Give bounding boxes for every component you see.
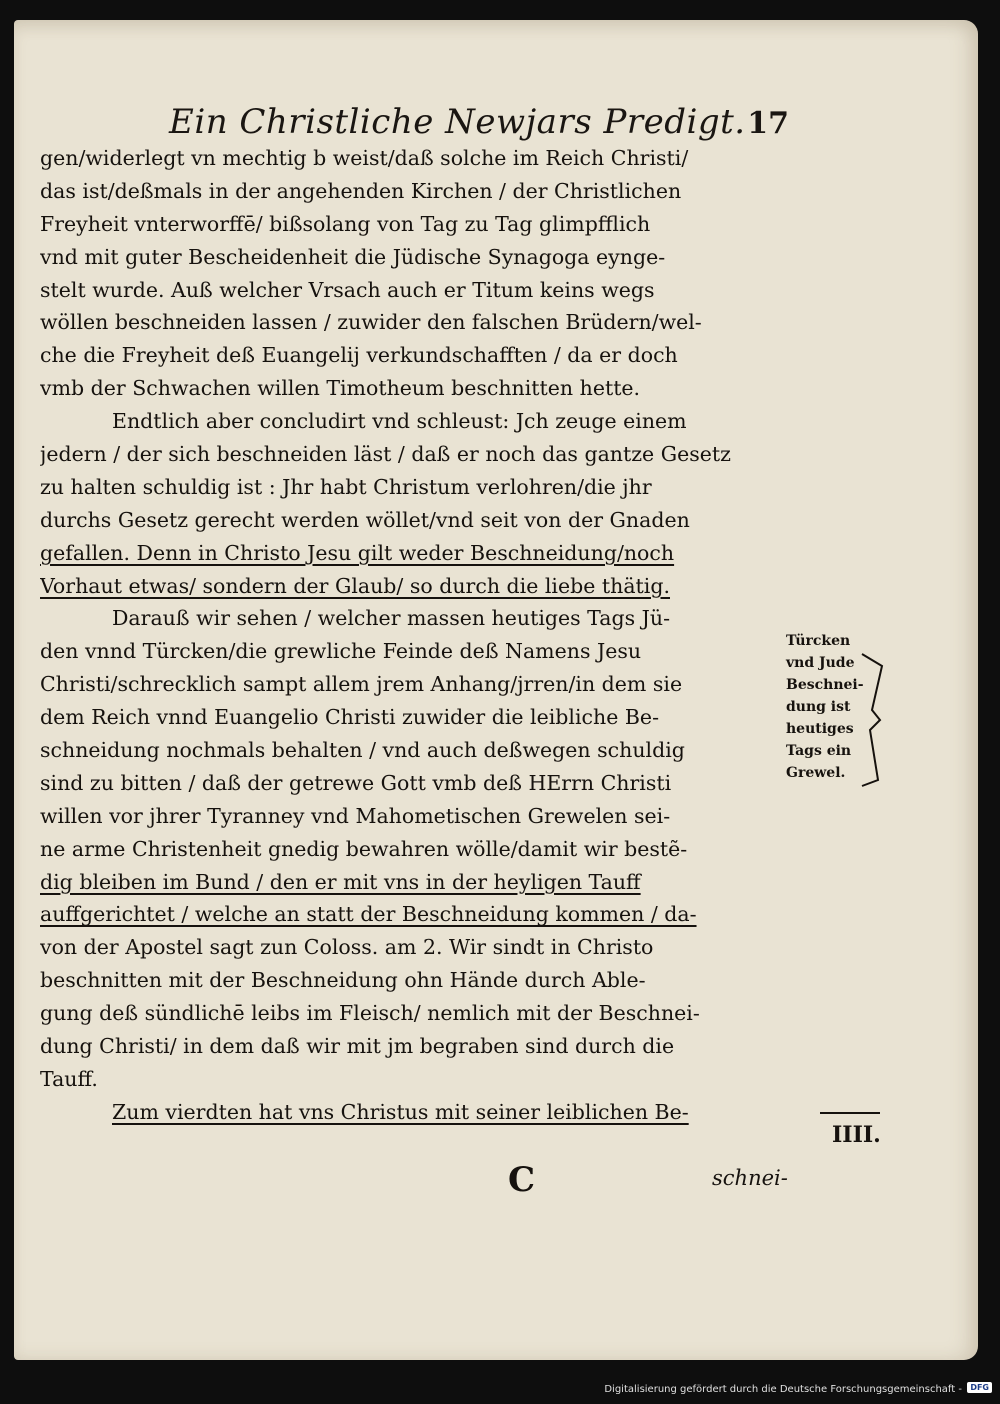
text-line: beschnitten mit der Beschneidung ohn Hände durch Able-	[40, 968, 646, 993]
handwritten-brace	[858, 650, 886, 790]
text-line: willen vor jhrer Tyranney vnd Mahometischen Grewelen sei-	[40, 803, 671, 828]
text-line: Christi/schrecklich sampt allem jrem Anhang/jrren/in dem sie	[40, 672, 683, 697]
text-line: gung deß sündlichē leibs im Fleisch/ nemlich mit der Beschnei-	[40, 1001, 700, 1026]
text-line: stelt wurde. Auß welcher Vrsach auch er Titum keins wegs	[40, 277, 655, 302]
text-line-underlined: dig bleiben im Bund / den er mit vns in der heyligen Tauff	[40, 869, 641, 894]
text-line: sind zu bitten / daß der getrewe Gott vmb deß HErrn Christi	[40, 770, 672, 795]
text-line: Freyheit vnterworffē/ bißsolang von Tag zu Tag glimpfflich	[40, 211, 651, 236]
margin-note-line: Grewel.	[786, 765, 846, 781]
text-line: dung Christi/ in dem daß wir mit jm begraben sind durch die	[40, 1034, 675, 1059]
text-line: che die Freyheit deß Euangelij verkundschafften / da er doch	[40, 343, 678, 368]
body-text	[40, 142, 778, 1162]
margin-note-line: heutiges	[786, 721, 854, 737]
running-title: Ein Christliche Newjars Predigt.	[169, 102, 746, 142]
margin-note-line: dung ist	[786, 699, 851, 715]
text-line-underlined: Vorhaut etwas/ sondern der Glaub/ so durch die liebe thätig.	[40, 573, 670, 598]
text-line-underlined: auffgerichtet / welche an statt der Beschneidung kommen / da-	[40, 902, 697, 927]
text-line: Darauß wir sehen / welcher massen heutiges Tags Jü-	[112, 606, 670, 631]
margin-note-line: Beschnei-	[786, 677, 864, 693]
text-line: vmb der Schwachen willen Timotheum beschnitten hette.	[40, 376, 641, 401]
page-number: 17	[747, 106, 789, 141]
margin-note-line: Türcken	[786, 633, 851, 649]
footer-credit: Digitalisierung gefördert durch die Deutsche Forschungsgemeinschaft -	[604, 1384, 962, 1395]
text-line: schneidung nochmals behalten / vnd auch deßwegen schuldig	[40, 738, 685, 763]
margin-note-line: Tags ein	[786, 743, 852, 759]
text-line: den vnnd Türcken/die grewliche Feinde deß Namens Jesu	[40, 639, 642, 664]
margin-numeral: IIII.	[832, 1122, 881, 1148]
text-line: vnd mit guter Bescheidenheit die Jüdische Synagoga eynge-	[40, 244, 666, 269]
text-line: das ist/deßmals in der angehenden Kirchen / der Christlichen	[40, 178, 682, 203]
text-line: dem Reich vnnd Euangelio Christi zuwider die leibliche Be-	[40, 705, 659, 730]
text-line: wöllen beschneiden lassen / zuwider den falschen Brüdern/wel-	[40, 310, 702, 335]
dfg-logo: DFG	[967, 1382, 992, 1393]
text-line: durchs Gesetz gerecht werden wöllet/vnd seit von der Gnaden	[40, 507, 690, 532]
margin-rule	[820, 1112, 880, 1114]
text-line: ne arme Christenheit gnedig bewahren wölle/damit wir bestẽ-	[40, 836, 688, 861]
text-line: Endtlich aber concludirt vnd schleust: Jch zeuge einem	[112, 409, 687, 434]
text-line: zu halten schuldig ist : Jhr habt Christum verlohren/die jhr	[40, 474, 652, 499]
text-line: Tauff.	[40, 1066, 98, 1091]
margin-note-line: vnd Jude	[786, 655, 855, 671]
text-line-underlined: Zum vierdten hat vns Christus mit seiner leiblichen Be-	[112, 1099, 689, 1124]
signature-mark: C	[508, 1160, 536, 1200]
text-line: von der Apostel sagt zun Coloss. am 2. Wir sindt in Christo	[40, 935, 654, 960]
text-line: gen/widerlegt vn mechtig b weist/daß solche im Reich Christi/	[40, 146, 689, 170]
catchword: schnei-	[712, 1166, 788, 1190]
text-line-underlined: gefallen. Denn in Christo Jesu gilt weder Beschneidung/noch	[40, 540, 675, 565]
text-line: jedern / der sich beschneiden läst / daß er noch das gantze Gesetz	[40, 442, 731, 467]
